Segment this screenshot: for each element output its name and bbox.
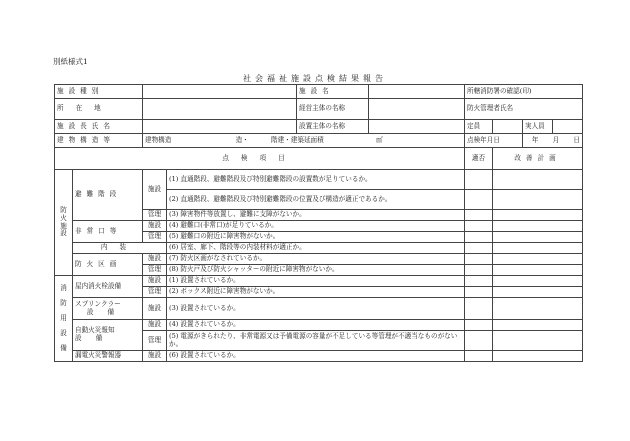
kind-management: 管理 xyxy=(143,287,167,298)
plan-cell[interactable] xyxy=(493,320,583,331)
inspection-date-value[interactable] xyxy=(523,134,583,148)
capacity-label: 定員 xyxy=(465,120,493,134)
category-hydrant: 屋内消火栓設備 xyxy=(73,276,143,298)
kind-facility: 施設 xyxy=(143,351,167,362)
floors-area-label: 階建・建築延面積 xyxy=(271,135,324,144)
address-label: 所在地 xyxy=(55,99,143,120)
pass-cell[interactable] xyxy=(465,170,493,190)
plan-cell[interactable] xyxy=(493,351,583,362)
form-number: 別紙様式1 xyxy=(53,57,88,66)
check-item: (2) 直通階段、避難階段及び特別避難階段の位置及び構造が適正であるか。 xyxy=(167,190,465,210)
category-leak-alarm: 漏電火災警報器 xyxy=(73,351,143,362)
establishment-value[interactable] xyxy=(369,120,465,134)
check-item: (6) 設置されているか。 xyxy=(167,351,465,362)
check-item: (8) 防火戸及び防火シャッターの附近に障害物がないか。 xyxy=(167,265,465,276)
kind-facility: 施設 xyxy=(143,320,167,331)
plan-cell[interactable] xyxy=(493,276,583,287)
pass-cell[interactable] xyxy=(465,287,493,298)
year-label: 年 xyxy=(531,135,539,144)
area-unit: ㎡ xyxy=(375,135,383,144)
pass-cell[interactable] xyxy=(465,221,493,232)
check-item: (1) 設置されているか。 xyxy=(167,276,465,287)
structure-value[interactable] xyxy=(143,134,465,148)
fire-manager-label: 防火管理者氏名 xyxy=(465,99,583,120)
section-fire-equipment: 消 防 用 設 備 xyxy=(55,276,73,362)
operator-label: 経営主体の名称 xyxy=(297,99,369,120)
pass-cell[interactable] xyxy=(465,190,493,210)
check-item: (3) 設置されているか。 xyxy=(167,298,465,320)
category-evac-stairs: 避難階段 xyxy=(73,170,143,221)
pass-cell[interactable] xyxy=(465,210,493,221)
facility-type-value[interactable] xyxy=(143,85,297,99)
director-label: 施設長氏名 xyxy=(55,120,143,134)
check-item: (2) ボックス附近に障害物がないか。 xyxy=(167,287,465,298)
month-label: 月 xyxy=(552,135,560,144)
pass-cell[interactable] xyxy=(465,254,493,265)
plan-cell[interactable] xyxy=(493,265,583,276)
kind-facility: 施設 xyxy=(143,254,167,265)
category-fire-alarm-line1: 自動火災報知 xyxy=(75,326,115,335)
pass-cell[interactable] xyxy=(465,320,493,331)
building-structure-label: 建物構造 xyxy=(145,135,172,144)
kind-management: 管理 xyxy=(143,210,167,221)
structure-label: 建物構造等 xyxy=(55,134,143,148)
inspection-form xyxy=(54,84,583,362)
pass-cell[interactable] xyxy=(465,232,493,243)
inspection-date-label: 点検年月日 xyxy=(465,134,523,148)
pass-cell[interactable] xyxy=(465,351,493,362)
check-item: (5) 避難口の附近に障害物がないか。 xyxy=(167,232,465,243)
kind-facility: 施設 xyxy=(143,276,167,287)
kind-facility: 施設 xyxy=(143,170,167,210)
category-fire-alarm xyxy=(73,320,143,351)
category-fire-alarm-line2: 設備 xyxy=(75,334,117,342)
actual-label: 実人員 xyxy=(523,120,553,134)
plan-cell[interactable] xyxy=(493,298,583,320)
operator-value[interactable] xyxy=(369,99,465,120)
column-header-plan: 改善計画 xyxy=(493,148,583,170)
facility-name-value[interactable] xyxy=(369,85,465,99)
facility-name-label: 施設名 xyxy=(297,85,369,99)
kind-facility: 施設 xyxy=(143,221,167,232)
capacity-value[interactable] xyxy=(493,120,523,134)
pass-cell[interactable] xyxy=(465,276,493,287)
check-item: (4) 避難口(非常口)が足りているか。 xyxy=(167,221,465,232)
kind-management: 管理 xyxy=(143,331,167,351)
plan-cell[interactable] xyxy=(493,170,583,190)
plan-cell[interactable] xyxy=(493,254,583,265)
check-item: (4) 設置されているか。 xyxy=(167,320,465,331)
pass-cell[interactable] xyxy=(465,331,493,351)
check-item: (1) 直通階段、避難階段及び特別避難階段の設置数が足りているか。 xyxy=(167,170,465,190)
plan-cell[interactable] xyxy=(493,190,583,210)
kind-management: 管理 xyxy=(143,232,167,243)
actual-value[interactable] xyxy=(553,120,583,134)
construction-label: 造・ xyxy=(235,135,249,144)
plan-cell[interactable] xyxy=(493,287,583,298)
category-compartment: 防火区画 xyxy=(73,254,143,276)
check-item: (3) 障害物件等放置し、避難に支障がないか。 xyxy=(167,210,465,221)
day-label: 日 xyxy=(573,135,580,144)
category-interior: 内装 xyxy=(73,243,167,254)
column-header-items: 点検項目 xyxy=(55,148,465,170)
check-item: (6) 居室、廊下、階段等の内装材料が適正か。 xyxy=(167,243,465,254)
plan-cell[interactable] xyxy=(493,210,583,221)
category-sprinkler xyxy=(73,298,143,320)
plan-cell[interactable] xyxy=(493,331,583,351)
fire-dept-confirm-label: 所轄消防署の確認(印) xyxy=(465,85,583,99)
establishment-label: 設置主体の名称 xyxy=(297,120,369,134)
plan-cell[interactable] xyxy=(493,243,583,254)
address-value[interactable] xyxy=(143,99,297,120)
document-title: 社会福祉施設点検結果報告 xyxy=(243,74,387,83)
section-fire-facilities: 防 火 施 設 xyxy=(55,170,73,276)
category-exits: 非常口等 xyxy=(73,221,143,243)
check-item: (7) 防火区画がなされているか。 xyxy=(167,254,465,265)
kind-management: 管理 xyxy=(143,265,167,276)
facility-type-label: 施設種別 xyxy=(55,85,143,99)
kind-facility: 施設 xyxy=(143,298,167,320)
column-header-pass: 適否 xyxy=(465,148,493,170)
category-sprinkler-line2: 設備 xyxy=(86,307,129,316)
pass-cell[interactable] xyxy=(465,298,493,320)
plan-cell[interactable] xyxy=(493,232,583,243)
plan-cell[interactable] xyxy=(493,221,583,232)
pass-cell[interactable] xyxy=(465,265,493,276)
director-value[interactable] xyxy=(143,120,297,134)
pass-cell[interactable] xyxy=(465,243,493,254)
category-sprinkler-line1: スプリンクラー xyxy=(75,299,121,308)
check-item: (5) 電源がきられたり、非常電源又は予備電源の容量が不足している等管理が不適当なものがないか。 xyxy=(167,331,465,351)
